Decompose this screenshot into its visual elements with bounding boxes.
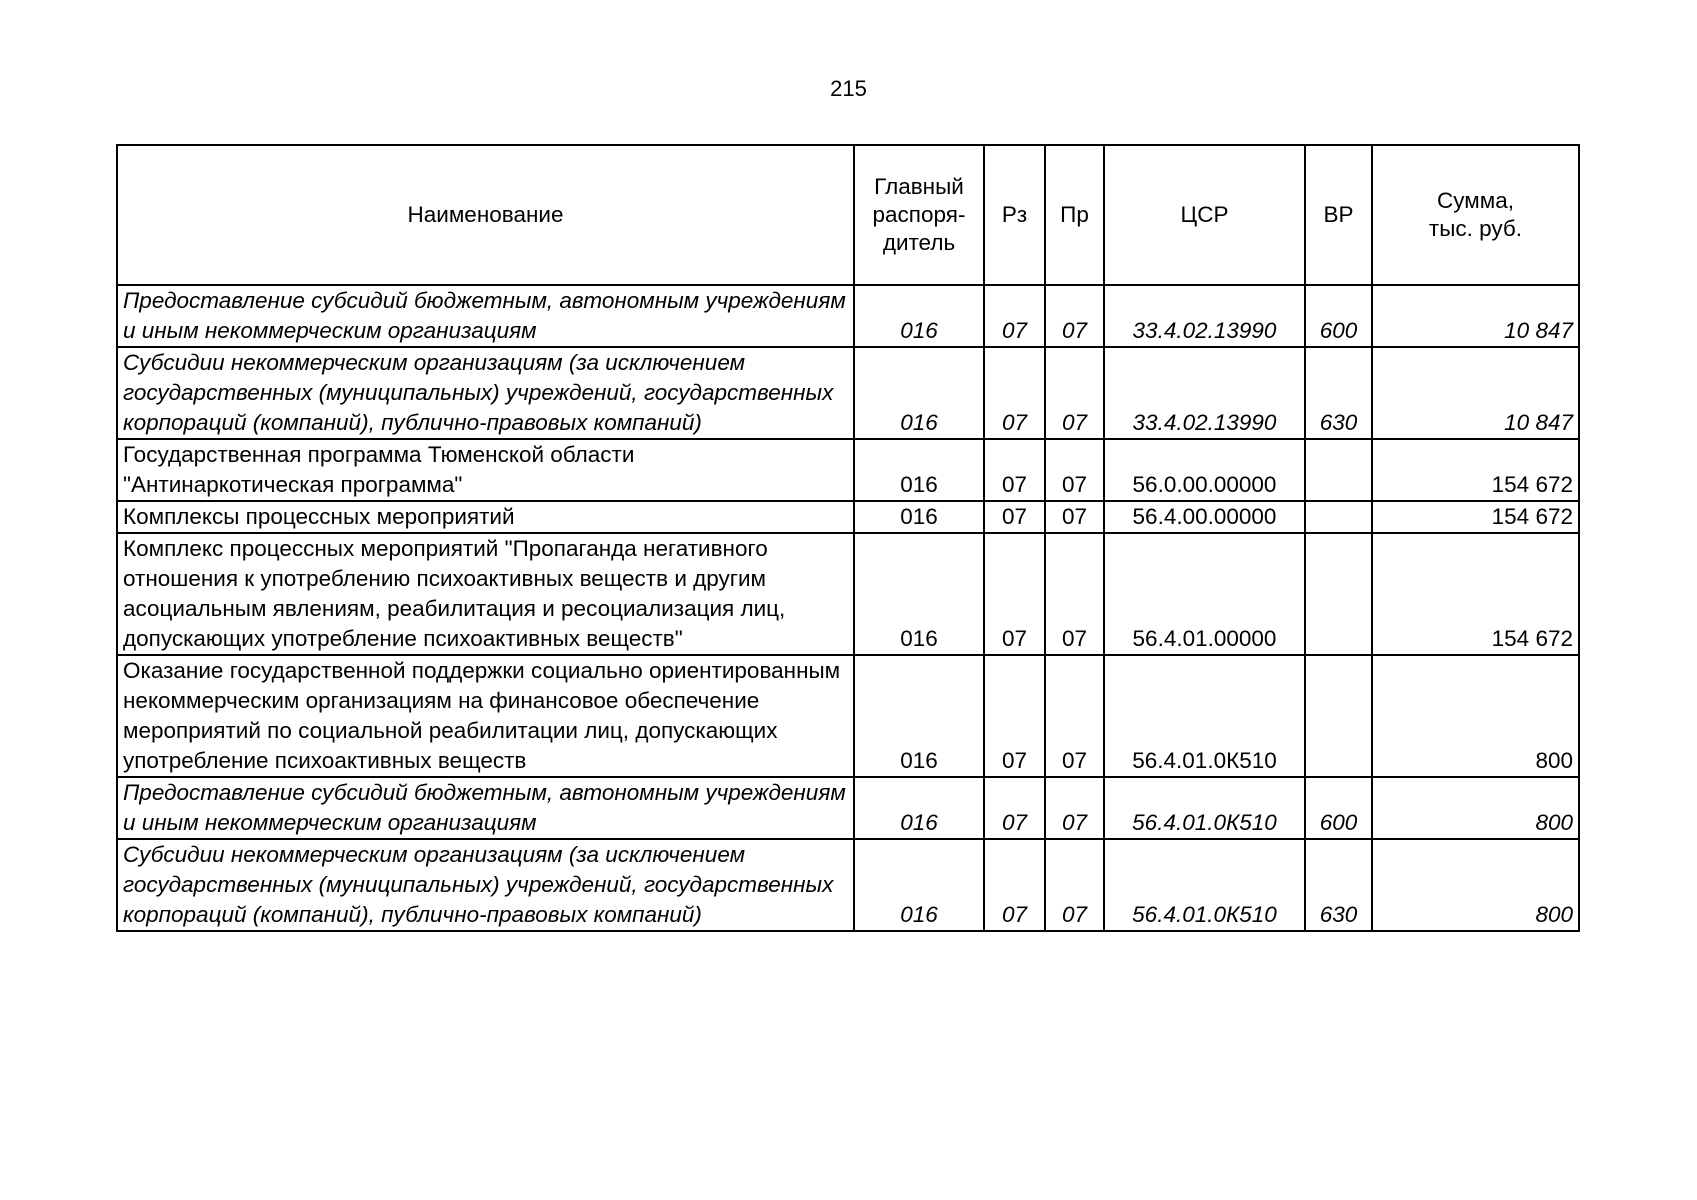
row-name: Оказание государственной поддержки социально ориентированным некоммерческим организациям на финансовое обеспечение мероприятий по социальной реабилитации лиц, допускающих употребление психоактивных веществ [117, 655, 854, 777]
row-csr: 33.4.02.13990 [1104, 347, 1305, 439]
row-name: Субсидии некоммерческим организациям (за исключением государственных (муниципальных) учреждений, государственных корпораций (компаний), публично-правовых компаний) [117, 839, 854, 931]
row-rz: 07 [984, 839, 1045, 931]
table-row [117, 347, 1579, 439]
row-rz: 07 [984, 501, 1045, 533]
row-sum: 800 [1372, 777, 1579, 839]
row-rz: 07 [984, 533, 1045, 655]
row-rz: 07 [984, 347, 1045, 439]
header-sum: Сумма, тыс. руб. [1372, 145, 1579, 285]
row-rz: 07 [984, 777, 1045, 839]
row-sum: 10 847 [1372, 285, 1579, 347]
row-chief: 016 [854, 501, 984, 533]
row-pr: 07 [1045, 839, 1104, 931]
row-chief: 016 [854, 533, 984, 655]
header-name: Наименование [117, 145, 854, 285]
row-vr: 630 [1305, 347, 1372, 439]
row-csr: 56.4.01.0К510 [1104, 655, 1305, 777]
row-name: Государственная программа Тюменской области "Антинаркотическая программа" [117, 439, 854, 501]
row-name: Комплекс процессных мероприятий "Пропаганда негативного отношения к употреблению психоактивных веществ и другим асоциальным явлениям, реабилитация и ресоциализация лиц, допускающих употребление психоактивных веществ" [117, 533, 854, 655]
row-chief: 016 [854, 347, 984, 439]
table-row [117, 439, 1579, 501]
table-row [117, 777, 1579, 839]
row-pr: 07 [1045, 439, 1104, 501]
row-csr: 56.4.01.0К510 [1104, 777, 1305, 839]
row-chief: 016 [854, 655, 984, 777]
row-sum: 10 847 [1372, 347, 1579, 439]
row-csr: 56.4.00.00000 [1104, 501, 1305, 533]
table-body [117, 285, 1579, 931]
budget-table [116, 144, 1580, 932]
row-csr: 56.4.01.0К510 [1104, 839, 1305, 931]
row-chief: 016 [854, 777, 984, 839]
row-vr: 600 [1305, 285, 1372, 347]
header-pr: Пр [1045, 145, 1104, 285]
header-rz: Рз [984, 145, 1045, 285]
header-vr: ВР [1305, 145, 1372, 285]
header-csr: ЦСР [1104, 145, 1305, 285]
row-rz: 07 [984, 285, 1045, 347]
row-rz: 07 [984, 655, 1045, 777]
row-vr: 600 [1305, 777, 1372, 839]
table-row [117, 285, 1579, 347]
row-vr [1305, 439, 1372, 501]
row-name: Предоставление субсидий бюджетным, автономным учреждениям и иным некоммерческим организациям [117, 285, 854, 347]
row-pr: 07 [1045, 533, 1104, 655]
row-sum: 154 672 [1372, 533, 1579, 655]
row-name: Предоставление субсидий бюджетным, автономным учреждениям и иным некоммерческим организациям [117, 777, 854, 839]
row-pr: 07 [1045, 285, 1104, 347]
row-pr: 07 [1045, 501, 1104, 533]
row-rz: 07 [984, 439, 1045, 501]
row-chief: 016 [854, 839, 984, 931]
row-sum: 154 672 [1372, 439, 1579, 501]
header-chief: Главный распоря- дитель [854, 145, 984, 285]
row-pr: 07 [1045, 777, 1104, 839]
page-number: 215 [830, 76, 867, 101]
table-row [117, 533, 1579, 655]
row-sum: 800 [1372, 655, 1579, 777]
row-csr: 56.0.00.00000 [1104, 439, 1305, 501]
row-name: Комплексы процессных мероприятий [117, 501, 854, 533]
row-sum: 154 672 [1372, 501, 1579, 533]
row-pr: 07 [1045, 347, 1104, 439]
table-row [117, 839, 1579, 931]
table-header-row [117, 145, 1579, 285]
row-vr [1305, 501, 1372, 533]
row-chief: 016 [854, 285, 984, 347]
row-csr: 33.4.02.13990 [1104, 285, 1305, 347]
row-vr: 630 [1305, 839, 1372, 931]
table-row [117, 501, 1579, 533]
table-row [117, 655, 1579, 777]
row-csr: 56.4.01.00000 [1104, 533, 1305, 655]
row-name: Субсидии некоммерческим организациям (за исключением государственных (муниципальных) учреждений, государственных корпораций (компаний), публично-правовых компаний) [117, 347, 854, 439]
row-vr [1305, 533, 1372, 655]
row-vr [1305, 655, 1372, 777]
row-pr: 07 [1045, 655, 1104, 777]
row-chief: 016 [854, 439, 984, 501]
row-sum: 800 [1372, 839, 1579, 931]
